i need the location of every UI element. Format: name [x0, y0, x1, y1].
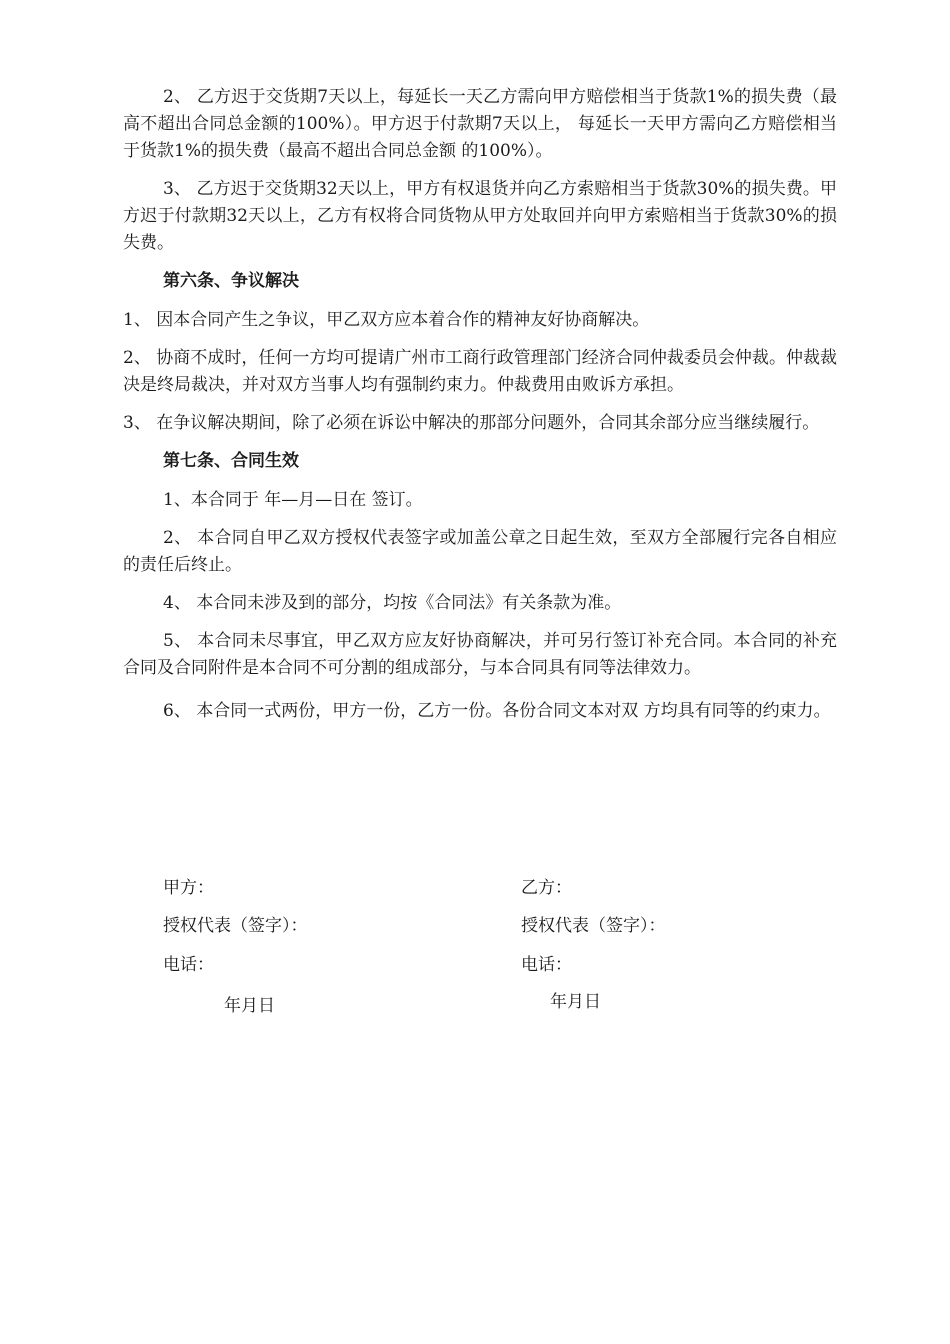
party-a-representative: 授权代表（签字）： [163, 916, 308, 936]
clause-5-item-3: 3、 乙方迟于交货期32天以上，甲方有权退货并向乙方索赔相当于货款30%的损失费。甲方迟于付款期32天以上，乙方有权将合同货物从甲方处取回并向甲方索赔相当于货款30%的损失费。 [123, 179, 837, 253]
clause-7-item-2: 2、 本合同自甲乙双方授权代表签字或加盖公章之日起生效，至双方全部履行完各自相应的责任后终止。 [123, 528, 837, 575]
party-a-phone: 电话： [163, 955, 214, 975]
party-a-date: 年月日 [224, 996, 275, 1016]
party-b-date: 年月日 [550, 992, 601, 1012]
clause-7-item-6: 6、 本合同一式两份，甲方一份，乙方一份。各份合同文本对双 方均具有同等的约束力。 [163, 701, 831, 721]
clause-5-item-2: 2、 乙方迟于交货期7天以上，每延长一天乙方需向甲方赔偿相当于货款1%的损失费（最高不超出合同总金额的100%）。甲方迟于付款期7天以上， 每延长一天甲方需向乙方赔偿相当于货款1%的损失费（最高不超出合同总金额 的100%）。 [123, 87, 837, 161]
clause-7-heading: 第七条、合同生效 [163, 451, 299, 471]
clause-6-item-3: 3、 在争议解决期间，除了必须在诉讼中解决的那部分问题外，合同其余部分应当继续履行。 [123, 413, 820, 433]
clause-6-item-1: 1、 因本合同产生之争议，甲乙双方应本着合作的精神友好协商解决。 [123, 310, 650, 330]
contract-body [123, 84, 837, 740]
clause-7-item-1: 1、本合同于 年—月—日在 签订。 [163, 490, 423, 510]
party-b-label: 乙方： [521, 878, 572, 898]
clause-7-item-5: 5、 本合同未尽事宜，甲乙双方应友好协商解决，并可另行签订补充合同。本合同的补充合同及合同附件是本合同不可分割的组成部分，与本合同具有同等法律效力。 [123, 631, 837, 678]
clause-6-heading: 第六条、争议解决 [163, 271, 299, 291]
party-a-label: 甲方： [163, 878, 214, 898]
party-b-phone: 电话： [521, 955, 572, 975]
clause-6-item-2: 2、 协商不成时，任何一方均可提请广州市工商行政管理部门经济合同仲裁委员会仲裁。仲裁裁决是终局裁决，并对双方当事人均有强制约束力。仲裁费用由败诉方承担。 [123, 348, 837, 395]
party-b-representative: 授权代表（签字）： [521, 916, 666, 936]
clause-7-item-4: 4、 本合同未涉及到的部分，均按《合同法》有关条款为准。 [163, 593, 622, 613]
